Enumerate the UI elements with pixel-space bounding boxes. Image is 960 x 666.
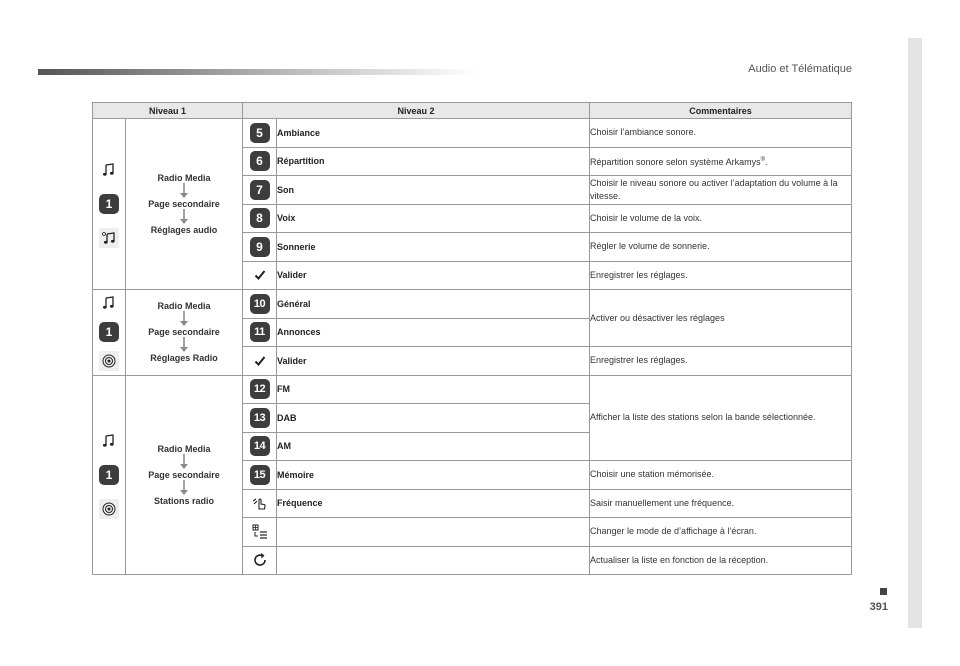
header-gradient-bar <box>38 69 478 75</box>
option-label <box>277 518 590 547</box>
option-label: Voix <box>277 204 590 233</box>
step-badge: 5 <box>250 123 270 143</box>
option-label: Son <box>277 176 590 205</box>
group1-nav-cell <box>126 119 243 290</box>
option-label: Général <box>277 290 590 319</box>
settings-table <box>92 102 852 575</box>
music-note-icon <box>99 160 119 180</box>
option-label: Sonnerie <box>277 233 590 262</box>
arrow-down-icon <box>178 183 190 199</box>
option-label <box>277 546 590 575</box>
checkmark-icon <box>254 269 266 281</box>
option-comment: Activer ou désactiver les réglages <box>590 290 852 347</box>
option-label: Mémoire <box>277 461 590 490</box>
page-marker <box>880 588 887 595</box>
group1-icon-cell <box>93 119 126 290</box>
step-badge: 1 <box>99 194 119 214</box>
option-label: FM <box>277 375 590 404</box>
display-mode-icon <box>252 524 268 540</box>
arrow-down-icon <box>178 311 190 327</box>
step-badge: 1 <box>99 322 119 342</box>
arrow-down-icon <box>178 337 190 353</box>
header-level2: Niveau 2 <box>243 103 590 119</box>
group2-nav-cell <box>126 290 243 376</box>
nav-step: Stations radio <box>153 495 214 506</box>
page-number: 391 <box>869 601 888 613</box>
option-label: DAB <box>277 404 590 433</box>
table-row <box>93 119 852 148</box>
option-label: Valider <box>277 347 590 376</box>
group2-icon-cell <box>93 290 126 376</box>
option-comment: Répartition sonore selon système Arkamys®. <box>590 147 852 176</box>
option-comment: Choisir l’ambiance sonore. <box>590 119 852 148</box>
nav-step: Page secondaire <box>148 199 220 209</box>
option-label: Répartition <box>277 147 590 176</box>
hand-tap-icon <box>252 495 268 511</box>
option-comment: Actualiser la liste en fonction de la réception. <box>590 546 852 575</box>
option-comment: Changer le mode de d’affichage à l’écran. <box>590 518 852 547</box>
option-label: Annonces <box>277 318 590 347</box>
option-comment: Enregistrer les réglages. <box>590 347 852 376</box>
option-comment: Choisir une station mémorisée. <box>590 461 852 490</box>
step-badge: 7 <box>250 180 270 200</box>
music-note-icon <box>99 293 119 313</box>
step-badge: 15 <box>250 465 270 485</box>
group3-icon-cell <box>93 375 126 575</box>
step-badge: 12 <box>250 379 270 399</box>
step-badge: 13 <box>250 408 270 428</box>
table-row <box>93 375 852 404</box>
nav-step: Page secondaire <box>148 469 220 480</box>
option-label: AM <box>277 432 590 461</box>
step-badge: 9 <box>250 237 270 257</box>
step-badge: 14 <box>250 436 270 456</box>
option-comment: Choisir le niveau sonore ou activer l’adaptation du volume à la vitesse. <box>590 176 852 205</box>
radio-signal-icon <box>99 499 119 519</box>
option-comment: Enregistrer les réglages. <box>590 261 852 290</box>
nav-step: Réglages audio <box>150 225 218 235</box>
refresh-icon <box>252 552 268 568</box>
table-row <box>93 290 852 319</box>
section-title: Audio et Télématique <box>748 63 852 75</box>
arrow-down-icon <box>178 209 190 225</box>
option-label: Fréquence <box>277 489 590 518</box>
nav-step: Réglages Radio <box>150 353 218 364</box>
radio-signal-icon <box>99 351 119 371</box>
step-badge: 6 <box>250 151 270 171</box>
arrow-down-icon <box>178 454 190 470</box>
step-badge: 10 <box>250 294 270 314</box>
music-note-icon <box>99 431 119 451</box>
music-settings-icon <box>99 228 119 248</box>
nav-step: Radio Media <box>157 301 211 312</box>
checkmark-icon <box>254 355 266 367</box>
option-comment: Choisir le volume de la voix. <box>590 204 852 233</box>
group3-nav-cell <box>126 375 243 575</box>
step-badge: 1 <box>99 465 119 485</box>
header-comments: Commentaires <box>590 103 852 119</box>
option-comment: Saisir manuellement une fréquence. <box>590 489 852 518</box>
option-label: Ambiance <box>277 119 590 148</box>
header-level1: Niveau 1 <box>93 103 243 119</box>
option-label: Valider <box>277 261 590 290</box>
option-comment: Afficher la liste des stations selon la bande sélectionnée. <box>590 375 852 461</box>
arrow-down-icon <box>178 480 190 496</box>
nav-step: Radio Media <box>157 443 211 454</box>
option-comment: Régler le volume de sonnerie. <box>590 233 852 262</box>
side-margin-stripe <box>908 38 922 628</box>
step-badge: 11 <box>250 322 270 342</box>
step-badge: 8 <box>250 208 270 228</box>
nav-step: Radio Media <box>157 173 211 183</box>
nav-step: Page secondaire <box>148 327 220 338</box>
